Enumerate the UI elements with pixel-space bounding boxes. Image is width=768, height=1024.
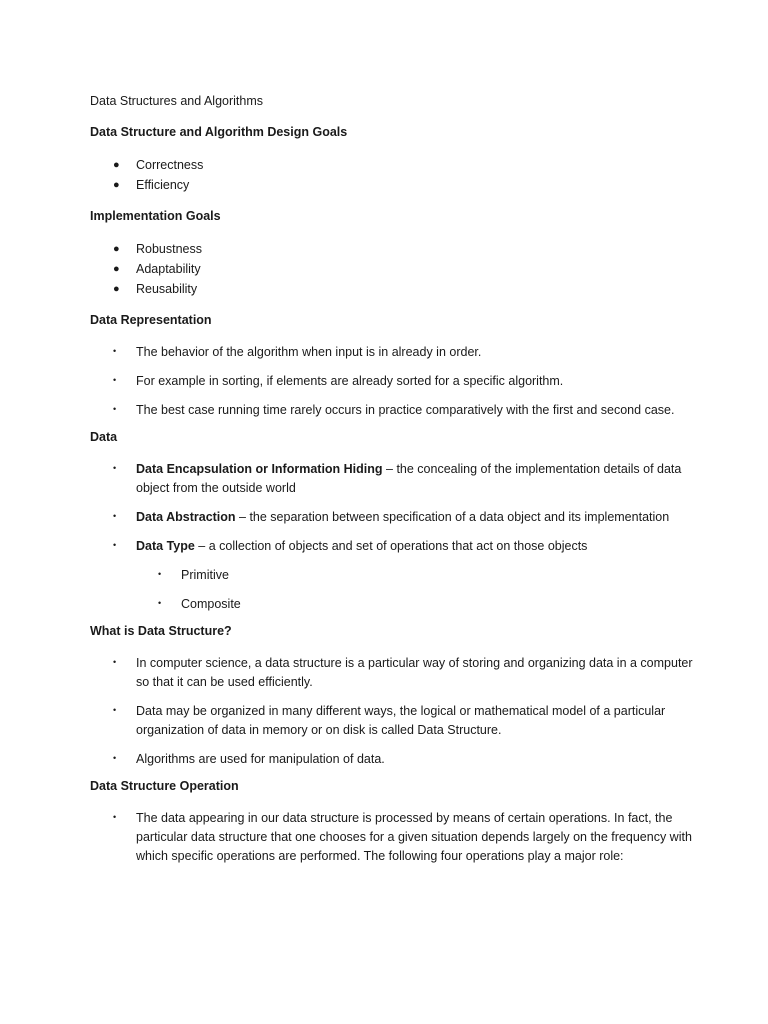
heading-data-representation: Data Representation bbox=[90, 313, 212, 327]
bullet-icon: • bbox=[113, 812, 117, 822]
list-item: • Algorithms are used for manipulation of data. bbox=[90, 750, 708, 769]
list-item: ● Efficiency bbox=[90, 175, 708, 195]
bullet-icon: ● bbox=[113, 159, 120, 171]
bullet-icon: • bbox=[113, 511, 117, 521]
heading-data: Data bbox=[90, 430, 118, 444]
bullet-icon: • bbox=[113, 753, 117, 763]
list-item: • The data appearing in our data structure is processed by means of certain operations. In fact, the particular data structure that one chooses for a given situation depends largely on the frequency with which specific operations are performed. The following four operations play a major role: bbox=[90, 809, 708, 866]
list-item: • The behavior of the algorithm when input is in already in order. bbox=[90, 343, 708, 362]
heading-design-goals: Data Structure and Algorithm Design Goals bbox=[90, 125, 348, 139]
bullet-icon: • bbox=[113, 463, 117, 473]
term: Data Type bbox=[136, 539, 195, 553]
list-item: ● Adaptability bbox=[90, 259, 708, 279]
bullet-icon: • bbox=[113, 540, 117, 550]
bullet-icon: • bbox=[113, 705, 117, 715]
list-item: • Data may be organized in many different ways, the logical or mathematical model of a particular organization of data in memory or on disk is called Data Structure. bbox=[90, 702, 708, 740]
term: Data Abstraction bbox=[136, 510, 236, 524]
list-item: • The best case running time rarely occurs in practice comparatively with the first and second case. bbox=[90, 401, 708, 420]
list-item: • In computer science, a data structure is a particular way of storing and organizing data in a computer so that it can be used efficiently. bbox=[90, 654, 708, 692]
bullet-icon: • bbox=[113, 346, 117, 356]
list-design-goals bbox=[90, 155, 708, 195]
list-item: • Data Type – a collection of objects and set of operations that act on those objects bbox=[90, 537, 708, 556]
heading-what-is-data-structure: What is Data Structure? bbox=[90, 624, 232, 638]
bullet-icon: • bbox=[158, 569, 162, 579]
bullet-icon: • bbox=[158, 598, 162, 608]
list-item: • Data Encapsulation or Information Hiding – the concealing of the implementation details of data object from the outside world bbox=[90, 460, 708, 498]
list-data-structure-operation bbox=[90, 809, 708, 866]
document-title: Data Structures and Algorithms bbox=[90, 94, 263, 108]
list-data-representation bbox=[90, 343, 708, 420]
list-item: ● Correctness bbox=[90, 155, 708, 175]
bullet-icon: ● bbox=[113, 263, 120, 275]
list-item: • Data Abstraction – the separation between specification of a data object and its implementation bbox=[90, 508, 708, 527]
list-item: • For example in sorting, if elements are already sorted for a specific algorithm. bbox=[90, 372, 708, 391]
list-item: ● Reusability bbox=[90, 279, 708, 299]
list-what-is-data-structure bbox=[90, 654, 708, 769]
sub-list-item: • Primitive bbox=[90, 566, 708, 585]
heading-data-structure-operation: Data Structure Operation bbox=[90, 779, 239, 793]
sub-list-item: • Composite bbox=[90, 595, 708, 614]
list-data bbox=[90, 460, 708, 614]
list-implementation-goals bbox=[90, 239, 708, 299]
bullet-icon: • bbox=[113, 375, 117, 385]
heading-implementation-goals: Implementation Goals bbox=[90, 209, 221, 223]
bullet-icon: ● bbox=[113, 283, 120, 295]
bullet-icon: ● bbox=[113, 243, 120, 255]
bullet-icon: • bbox=[113, 404, 117, 414]
bullet-icon: ● bbox=[113, 179, 120, 191]
term: Data Encapsulation or Information Hiding bbox=[136, 462, 383, 476]
bullet-icon: • bbox=[113, 657, 117, 667]
list-item: ● Robustness bbox=[90, 239, 708, 259]
